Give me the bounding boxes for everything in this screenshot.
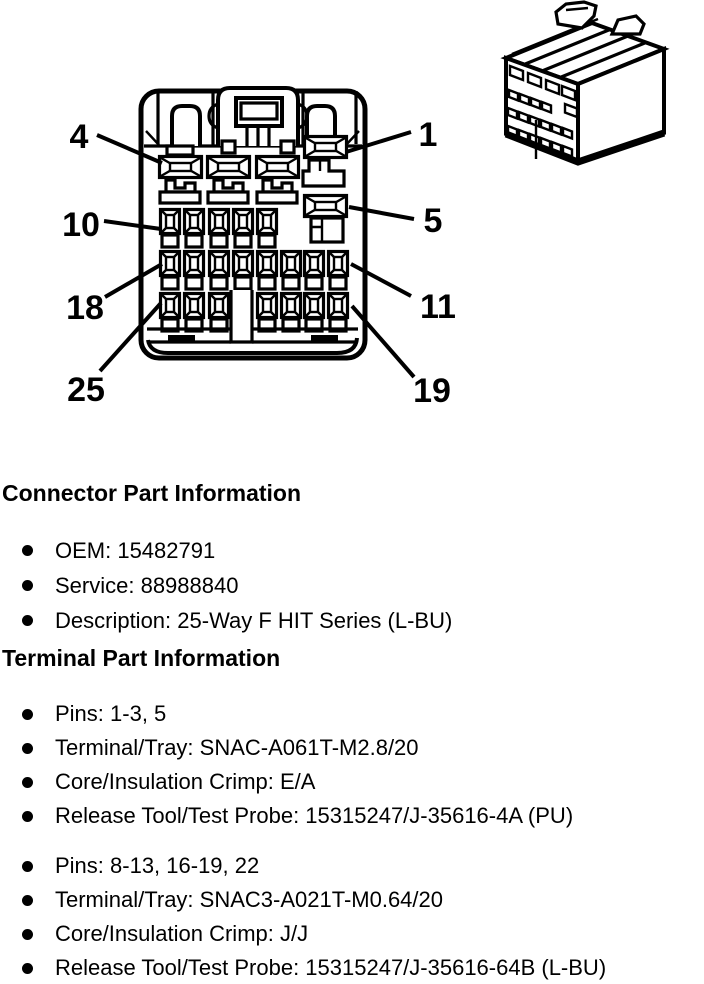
left-tab (172, 106, 200, 146)
callout-label-19: 19 (413, 372, 451, 410)
connector-3d-view (506, 2, 664, 162)
connector-part-info-heading: Connector Part Information (2, 480, 302, 506)
list-item-crimp-2: Core/Insulation Crimp: J/J (0, 917, 704, 951)
terminal-group-1-list (0, 697, 704, 833)
callout-label-4: 4 (69, 118, 89, 156)
row-pins-10-6 (161, 210, 277, 248)
list-item-terminal-tray-2: Terminal/Tray: SNAC3-A021T-M0.64/20 (0, 883, 704, 917)
list-item-description: Description: 25-Way F HIT Series (L-BU) (0, 603, 704, 638)
callout-label-11: 11 (420, 288, 456, 326)
list-item-pins-1: Pins: 1-3, 5 (0, 697, 704, 731)
callout-label-18: 18 (66, 289, 104, 327)
list-item-terminal-tray-1: Terminal/Tray: SNAC-A061T-M2.8/20 (0, 731, 704, 765)
list-item-release-tool-2: Release Tool/Test Probe: 15315247/J-35616-64B (L-BU) (0, 951, 704, 984)
list-item-pins-2: Pins: 8-13, 16-19, 22 (0, 849, 704, 883)
list-item-crimp-1: Core/Insulation Crimp: E/A (0, 765, 704, 799)
terminal-group-2-list (0, 849, 704, 984)
connector-part-info-list (0, 533, 704, 638)
callout-label-10: 10 (62, 206, 100, 244)
latch (209, 88, 307, 153)
connector-diagram (0, 0, 704, 470)
list-item-oem: OEM: 15482791 (0, 533, 704, 568)
list-item-service: Service: 88988840 (0, 568, 704, 603)
terminal-part-info-heading: Terminal Part Information (2, 645, 281, 671)
callout-label-5: 5 (423, 202, 443, 240)
callout-label-25: 25 (67, 371, 105, 409)
pin5-cavity (305, 196, 347, 243)
list-item-release-tool-1: Release Tool/Test Probe: 15315247/J-35616-4A (PU) (0, 799, 704, 833)
connector-face-view (62, 88, 456, 410)
callout-label-1: 1 (418, 116, 438, 154)
